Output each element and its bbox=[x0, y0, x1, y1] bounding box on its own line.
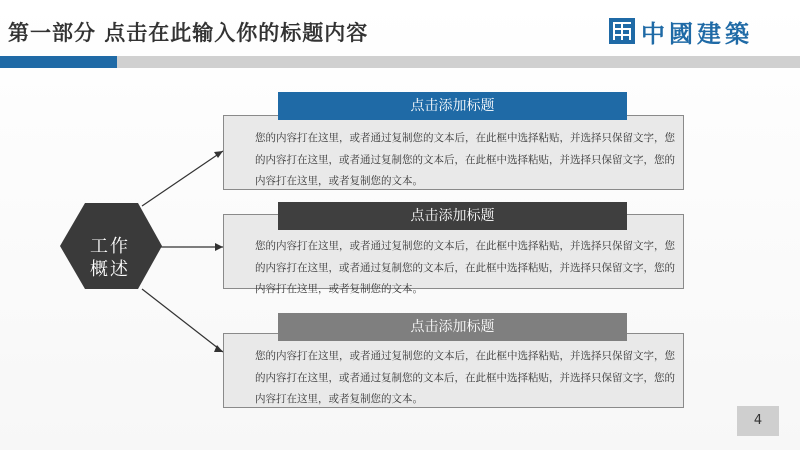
box-2-body[interactable]: 您的内容打在这里，或者通过复制您的文本后，在此框中选择粘贴，并选择只保留文字，您的内容打在这里，或者通过复制您的文本后，在此框中选择粘贴，并选择只保留文字，您的内容打在这里，或者复制您的文本。 bbox=[255, 240, 675, 295]
box-3-body[interactable]: 您的内容打在这里，或者通过复制您的文本后，在此框中选择粘贴，并选择只保留文字，您的内容打在这里，或者通过复制您的文本后，在此框中选择粘贴，并选择只保留文字，您的内容打在这里，或者复制您的文本。 bbox=[255, 350, 675, 405]
box-2-title[interactable]: 点击添加标题 bbox=[278, 202, 627, 230]
box-3-title[interactable]: 点击添加标题 bbox=[278, 313, 627, 341]
center-label-line2: 概述 bbox=[90, 259, 130, 280]
center-label-line1: 工作 bbox=[90, 236, 130, 257]
connector-line-top bbox=[142, 151, 223, 206]
arrowhead-middle bbox=[215, 243, 223, 251]
page-number: 4 bbox=[737, 406, 779, 436]
logo-text: 中國建築 bbox=[641, 19, 753, 48]
page-title: 第一部分 点击在此输入你的标题内容 bbox=[8, 21, 369, 45]
arrowhead-top bbox=[214, 151, 223, 158]
connector-line-bottom bbox=[142, 289, 223, 352]
box-1-body[interactable]: 您的内容打在这里，或者通过复制您的文本后，在此框中选择粘贴，并选择只保留文字，您的内容打在这里，或者通过复制您的文本后，在此框中选择粘贴，并选择只保留文字，您的内容打在这里，或者复制您的文本。 bbox=[255, 132, 675, 187]
center-label bbox=[80, 235, 140, 281]
box-1-title[interactable]: 点击添加标题 bbox=[278, 92, 627, 120]
